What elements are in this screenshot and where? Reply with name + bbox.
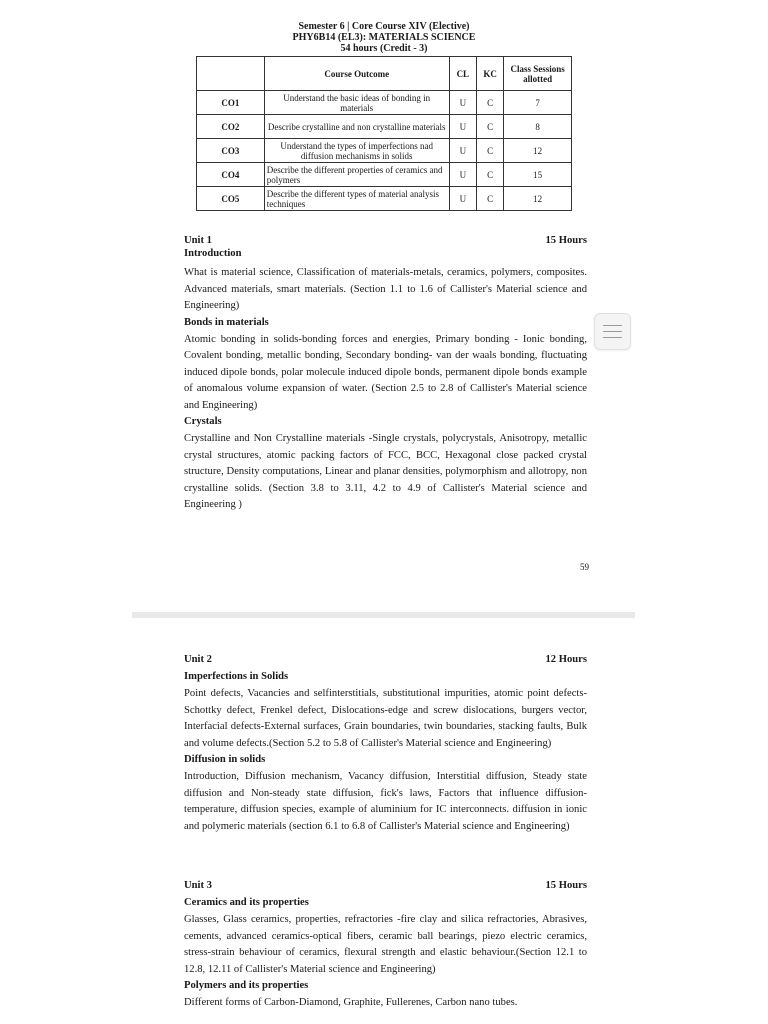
table-header-cell bbox=[197, 57, 265, 91]
crystals-heading: Crystals bbox=[184, 416, 222, 427]
course-outcome-table bbox=[196, 56, 572, 211]
document-page-60 bbox=[0, 618, 768, 1024]
imperfections-heading: Imperfections in Solids bbox=[184, 671, 289, 682]
table-header-cell: KC bbox=[476, 57, 503, 91]
table-header-cell: Class Sessions allotted bbox=[504, 57, 572, 91]
co-outcome: Describe the different properties of ceramics and polymers bbox=[264, 163, 449, 187]
diffusion-heading: Diffusion in solids bbox=[184, 754, 266, 765]
co-cl: U bbox=[449, 187, 476, 211]
co-kc: C bbox=[476, 115, 503, 139]
co-sessions: 15 bbox=[504, 163, 572, 187]
unit-3-title: Unit 3 bbox=[184, 880, 212, 891]
co-cl: U bbox=[449, 139, 476, 163]
unit-3-hours: 15 Hours bbox=[545, 880, 587, 891]
course-title: PHY6B14 (EL3): MATERIALS SCIENCE bbox=[292, 32, 476, 43]
crystals-text: Crystalline and Non Crystalline materials -Single crystals, polycrystals, Anisotropy, metallic crystal structures, atomic packing factors of FCC, BCC, Hexagonal close packed crystal structure, Density computations, Linear and planar densities, polymorphism and allotropy, non crystalline solids. (Section 3.8 to 3.11, 4.2 to 4.9 of Callister's Material science and Engineering ) bbox=[184, 433, 587, 510]
co-cl: U bbox=[449, 91, 476, 115]
bonds-text: Atomic bonding in solids-bonding forces and energies, Primary bonding - Ionic bonding, Covalent bonding, metallic bonding, Secondary bonding- van der waals bonding, fluctuating induced dipole bonds, polar molecule induced dipole bonds, permanent dipole bonds example of anomalous volume expansion of water. (Section 2.5 to 2.8 of Callister's Material science and Engineering) bbox=[184, 333, 587, 411]
table-header-row bbox=[197, 57, 572, 91]
co-cl: U bbox=[449, 163, 476, 187]
page-number: 59 bbox=[580, 562, 589, 572]
co-outcome: Understand the basic ideas of bonding in materials bbox=[264, 91, 449, 115]
unit-1-hours: 15 Hours bbox=[545, 235, 587, 246]
co-id: CO5 bbox=[197, 187, 265, 211]
table-row bbox=[197, 187, 572, 211]
co-outcome: Understand the types of imperfections nad diffusion mechanisms in solids bbox=[264, 139, 449, 163]
co-kc: C bbox=[476, 187, 503, 211]
table-row bbox=[197, 163, 572, 187]
course-hours: 54 hours (Credit - 3) bbox=[340, 43, 428, 54]
table-row bbox=[197, 139, 572, 163]
unit-1-subtitle: Introduction bbox=[184, 248, 242, 259]
table-header-cell: Course Outcome bbox=[264, 57, 449, 91]
semester-heading: Semester 6 | Core Course XIV (Elective) bbox=[298, 21, 470, 32]
polymers-heading: Polymers and its properties bbox=[184, 980, 309, 991]
co-outcome: Describe the different types of material analysis techniques bbox=[264, 187, 449, 211]
unit-3-heading bbox=[184, 880, 587, 892]
table-row bbox=[197, 115, 572, 139]
co-sessions: 12 bbox=[504, 187, 572, 211]
unit-2-title: Unit 2 bbox=[184, 654, 212, 665]
unit-1-section bbox=[184, 235, 587, 514]
ceramics-heading: Ceramics and its properties bbox=[184, 897, 309, 908]
diffusion-text: Introduction, Diffusion mechanism, Vacancy diffusion, Interstitial diffusion, Steady state diffusion and Non-steady state diffusion, fick's laws, Factors that influence diffusion-temperature, diffusion species, example of aluminium for IC interconnects. diffusion in ionic and polymeric materials (section 6.1 to 6.8 of Callister's Material science and Engineering) bbox=[184, 771, 587, 832]
co-outcome: Describe crystalline and non crystalline materials bbox=[264, 115, 449, 139]
table-row bbox=[197, 91, 572, 115]
table-header-cell: CL bbox=[449, 57, 476, 91]
co-kc: C bbox=[476, 139, 503, 163]
co-kc: C bbox=[476, 91, 503, 115]
imperfections-text: Point defects, Vacancies and selfinterstitials, substitutional impurities, atomic point defects-Schottky defect, Frenkel defect, Dislocations-edge and screw dislocations, burgers vector, Interfacial defects-External surfaces, Grain boundaries, twin boundaries, stacking faults, Bulk and volume defects.(Section 5.2 to 5.8 of Callister's Material science and Engineering) bbox=[184, 688, 587, 749]
co-sessions: 12 bbox=[504, 139, 572, 163]
ceramics-text: Glasses, Glass ceramics, properties, refractories -fire clay and silica refractories, Abrasives, cements, advanced ceramics-optical fibers, ceramic ball bearings, piezo electric ceramics, stress-strain behaviour of ceramics, flexural strength and elastic behaviour.(Section 12.1 to 12.8, 12.11 of Callister's Material science and Engineering) bbox=[184, 914, 587, 975]
unit-2-hours: 12 Hours bbox=[545, 654, 587, 665]
polymers-text: Different forms of Carbon-Diamond, Graphite, Fullerenes, Carbon nano tubes. bbox=[184, 997, 518, 1008]
co-id: CO3 bbox=[197, 139, 265, 163]
bonds-heading: Bonds in materials bbox=[184, 316, 269, 328]
menu-button[interactable] bbox=[594, 313, 631, 350]
co-cl: U bbox=[449, 115, 476, 139]
unit-2-heading bbox=[184, 654, 587, 666]
co-id: CO4 bbox=[197, 163, 265, 187]
unit-2-section bbox=[184, 654, 587, 835]
unit-1-intro-text: What is material science, Classification of materials-metals, ceramics, polymers, composites. Advanced materials, smart materials. (Section 1.1 to 1.6 of Callister's Material science and Engineering) bbox=[184, 267, 587, 311]
co-id: CO1 bbox=[197, 91, 265, 115]
co-id: CO2 bbox=[197, 115, 265, 139]
co-sessions: 8 bbox=[504, 115, 572, 139]
unit-3-section bbox=[184, 880, 587, 1012]
co-kc: C bbox=[476, 163, 503, 187]
unit-1-heading bbox=[184, 235, 587, 247]
unit-1-title: Unit 1 bbox=[184, 235, 212, 246]
co-sessions: 7 bbox=[504, 91, 572, 115]
